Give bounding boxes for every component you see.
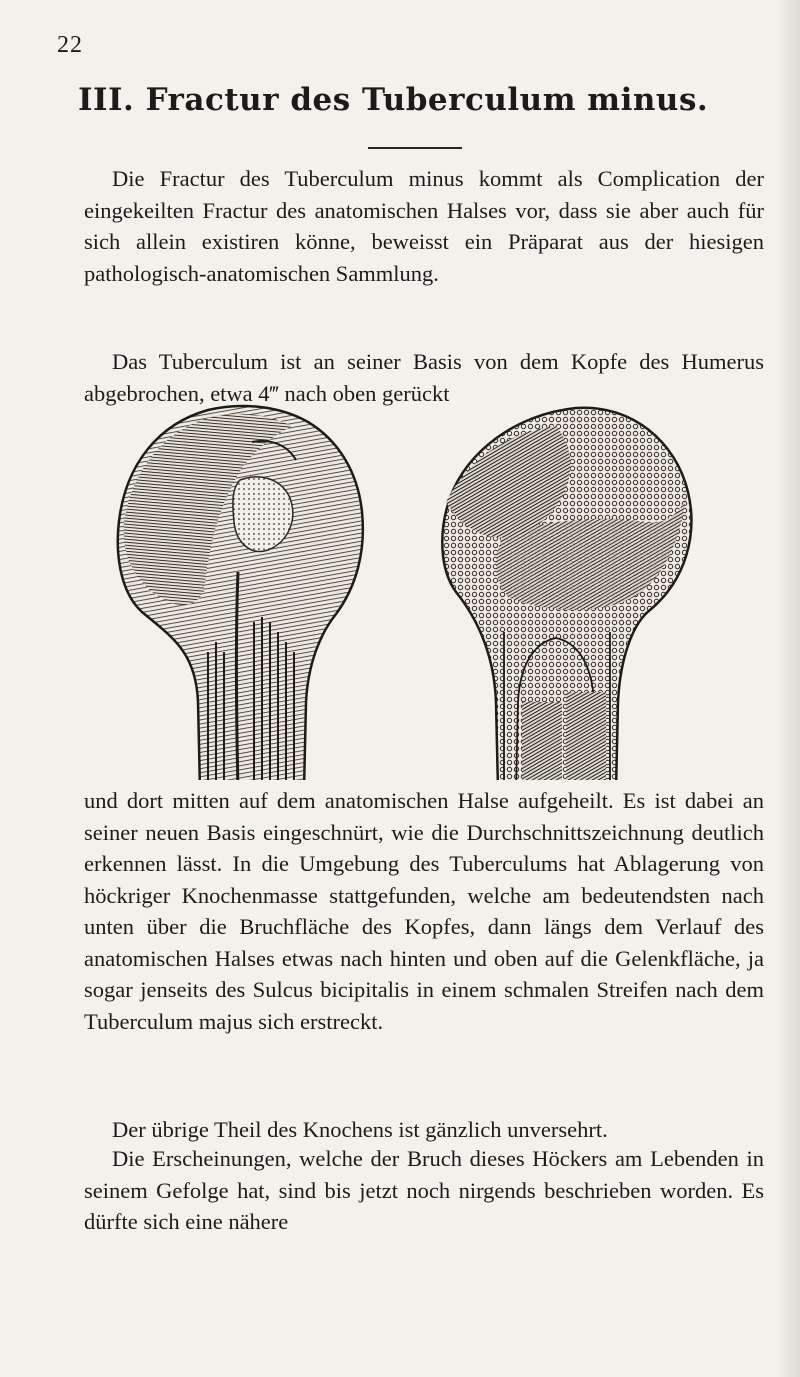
page-number: 22 <box>57 32 83 58</box>
paragraph-1-text: Die Fractur des Tuberculum minus kommt als Complication der eingekeilten Fractur des anatomischen Halses vor, dass sie aber auch für sich allein existiren könne, beweisst ein Präparat aus der hiesigen pathologisch-anatomischen Sammlung. <box>84 166 764 286</box>
page-edge-shadow <box>776 0 800 1377</box>
paragraph-5-text: Die Erscheinungen, welche der Bruch dieses Höckers am Lebenden in seinem Gefolge hat, sind bis jetzt noch nirgends beschrieben worden. Es dürfte sich eine nähere <box>84 1146 764 1234</box>
section-title: III. Fractur des Tuberculum minus. <box>78 82 709 118</box>
humerus-cross-section-drawing <box>436 402 698 780</box>
paragraph-3: und dort mitten auf dem anatomischen Halse aufgeheilt. Es ist dabei an seiner neuen Basis eingeschnürt, wie die Durchschnittszeichnung deutlich erkennen lässt. In die Umgebung des Tuberculums hat Ablagerung von höckriger Knochenmasse stattgefunden, welche am bedeutendsten nach unten über die Bruchfläche des Kopfes, dann längs dem Verlauf des anatomischen Halses etwas nach hinten und oben auf die Gelenkfläche, ja sogar jenseits des Sulcus bicipitalis in einem schmalen Streifen nach dem Tuberculum majus sich erstreckt. <box>84 788 764 1034</box>
figure-humerus-exterior <box>112 402 372 780</box>
paragraph-5 <box>84 1143 764 1238</box>
paragraph-2 <box>84 346 764 409</box>
paragraph-1 <box>84 163 764 289</box>
paragraph-4 <box>84 1114 764 1146</box>
paragraph-2-text: Das Tuberculum ist an seiner Basis von dem Kopfe des Humerus abgebrochen, etwa 4‴ nach oben gerückt <box>84 349 764 406</box>
humerus-exterior-drawing <box>112 402 372 780</box>
paragraph-4-text: Der übrige Theil des Knochens ist gänzlich unversehrt. <box>112 1117 608 1142</box>
title-divider <box>368 147 462 149</box>
figure-humerus-cross-section <box>436 402 698 780</box>
